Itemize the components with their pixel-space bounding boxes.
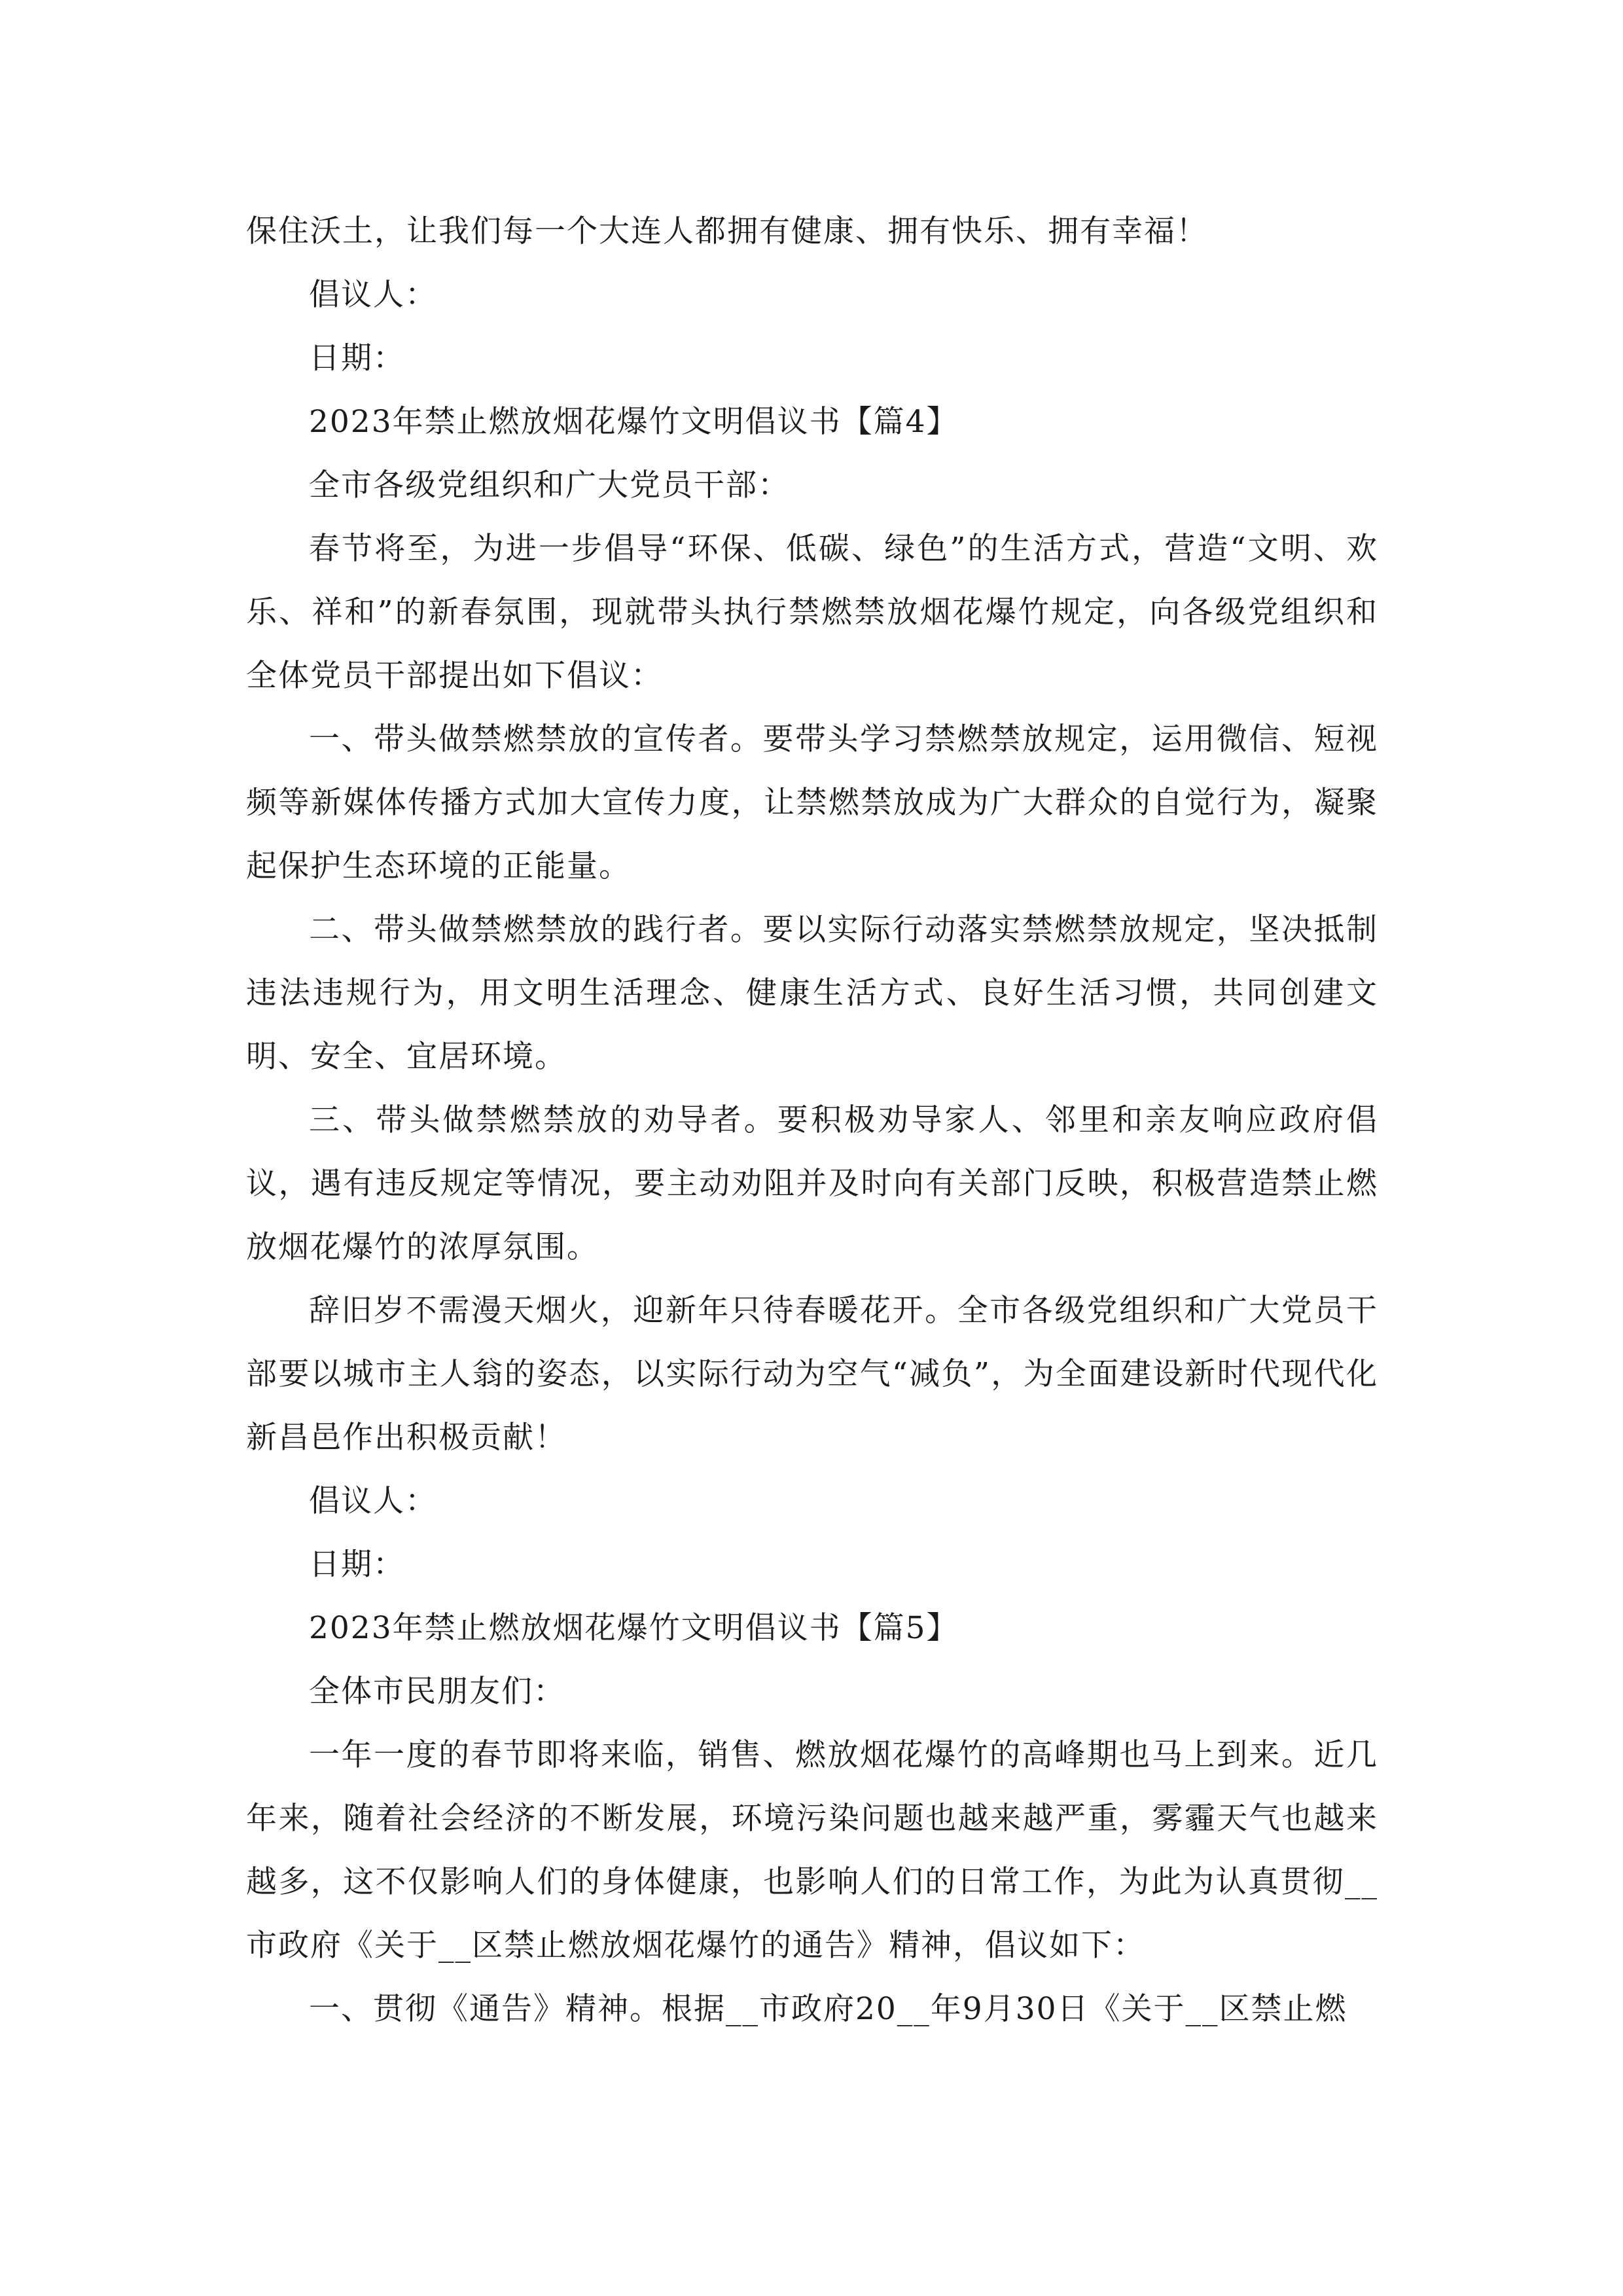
paragraph: 一年一度的春节即将来临，销售、燃放烟花爆竹的高峰期也马上到来。近几年来，随着社会经济的不断发展，环境污染问题也越来越严重，雾霾天气也越来越多，这不仅影响人们的身体健康，也影响人们的日常工作，为此为认真贯彻__市政府《关于__区禁止燃放烟花爆竹的通告》精神，倡议如下： — [246, 1737, 1378, 1964]
paragraph: 一、带头做禁燃禁放的宣传者。要带头学习禁燃禁放规定，运用微信、短视频等新媒体传播方式加大宣传力度，让禁燃禁放成为广大群众的自觉行为，凝聚起保护生态环境的正能量。 — [246, 721, 1378, 884]
salutation: 全市各级党组织和广大党员干部： — [309, 467, 790, 503]
signature-proposer: 倡议人： — [309, 1483, 437, 1519]
paragraph: 春节将至，为进一步倡导“环保、低碳、绿色”的生活方式，营造“文明、欢乐、祥和”的新春氛围，现就带头执行禁燃禁放烟花爆竹规定，向各级党组织和全体党员干部提出如下倡议： — [246, 531, 1378, 694]
signature-date: 日期： — [309, 340, 405, 376]
section-heading-5: 2023年禁止燃放烟花爆竹文明倡议书【篇5】 — [309, 1610, 959, 1646]
paragraph: 辞旧岁不需漫天烟火，迎新年只待春暖花开。全市各级党组织和广大党员干部要以城市主人翁的姿态，以实际行动为空气“减负”，为全面建设新时代现代化新昌邑作出积极贡献！ — [246, 1293, 1378, 1456]
paragraph-closing-line: 保住沃土，让我们每一个大连人都拥有健康、拥有快乐、拥有幸福！ — [246, 213, 1208, 249]
signature-date: 日期： — [309, 1547, 405, 1583]
paragraph: 一、贯彻《通告》精神。根据__市政府20__年9月30日《关于__区禁止燃 — [309, 1991, 1347, 2027]
paragraph: 二、带头做禁燃禁放的践行者。要以实际行动落实禁燃禁放规定，坚决抵制违法违规行为，用文明生活理念、健康生活方式、良好生活习惯，共同创建文明、安全、宜居环境。 — [246, 912, 1378, 1075]
paragraph: 三、带头做禁燃禁放的劝导者。要积极劝导家人、邻里和亲友响应政府倡议，遇有违反规定等情况，要主动劝阻并及时向有关部门反映，积极营造禁止燃放烟花爆竹的浓厚氛围。 — [246, 1102, 1378, 1265]
section-heading-4: 2023年禁止燃放烟花爆竹文明倡议书【篇4】 — [309, 404, 959, 440]
document-body — [246, 200, 1378, 2041]
salutation: 全体市民朋友们： — [309, 1674, 565, 1710]
signature-proposer: 倡议人： — [309, 277, 437, 313]
